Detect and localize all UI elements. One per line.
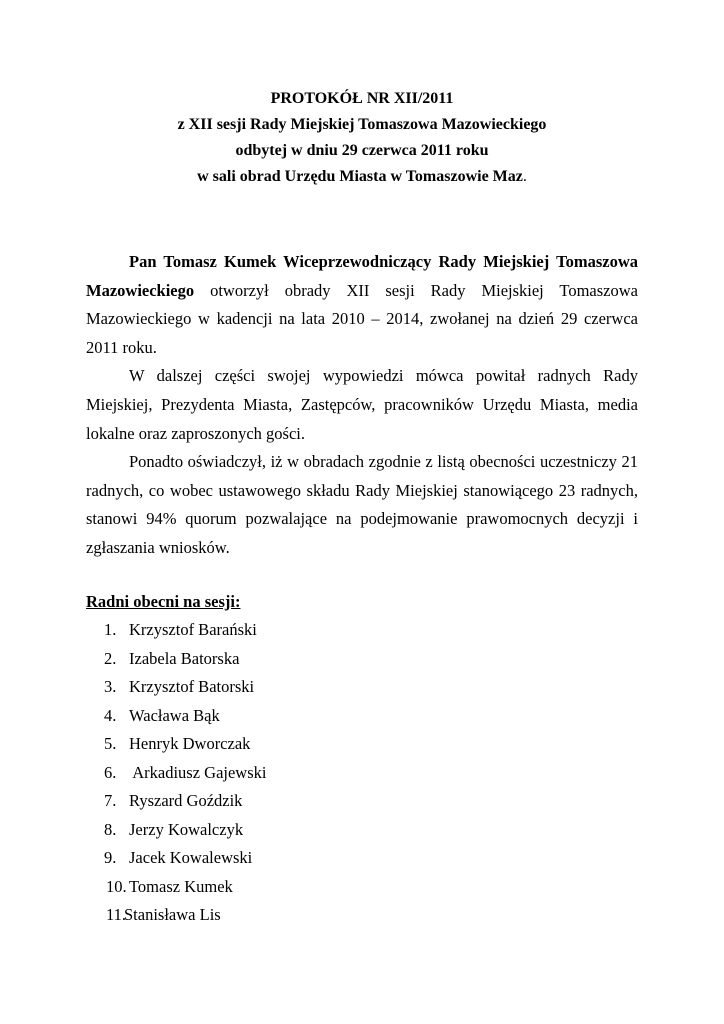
list-item <box>86 816 486 845</box>
list-item-number: 3. <box>104 677 117 696</box>
list-item-number: 2. <box>104 648 117 668</box>
opening-paragraph <box>86 248 638 362</box>
attendees-heading: Radni obecni na sesji: <box>86 592 241 611</box>
opening-paragraph-bold: Pan Tomasz Kumek Wiceprzewodniczący Rady Miejskiej Tomaszowa Mazowieckiego <box>86 252 638 300</box>
list-item-number: 9. <box>104 848 117 867</box>
list-item <box>86 901 486 930</box>
protocol-title: PROTOKÓŁ NR XII/2011 <box>270 90 454 107</box>
list-item <box>86 873 486 902</box>
list-item-number: 7. <box>104 791 117 810</box>
list-item-name: Izabela Batorska <box>129 648 240 668</box>
list-item <box>86 702 486 731</box>
list-item <box>86 673 486 702</box>
location-period: . <box>522 168 527 185</box>
list-item-number: 1. <box>104 620 117 639</box>
list-item-name: Krzysztof Barański <box>129 620 257 639</box>
date-line: odbytej w dniu 29 czerwca 2011 roku <box>235 142 489 159</box>
list-item <box>86 844 486 873</box>
list-item-name: Jerzy Kowalczyk <box>129 819 244 839</box>
protocol-header <box>86 86 638 190</box>
list-item <box>86 759 486 788</box>
list-item-name: Ryszard Goździk <box>129 791 243 810</box>
list-item-name: Henryk Dworczak <box>129 734 251 753</box>
protocol-body <box>86 248 638 563</box>
opening-paragraph-rest: otworzył obrady XII sesji Rady Miejskiej Tomaszowa Mazowieckiego w kadencji na lata 2010 – 2014, zwołanej na dzień 29 czerwca 2011 roku. <box>86 280 638 357</box>
location-line <box>86 164 638 190</box>
list-item-number: 8. <box>104 819 117 839</box>
list-item-number: 5. <box>104 734 117 753</box>
list-item-name: Jacek Kowalewski <box>129 848 253 867</box>
list-item-name: Wacława Bąk <box>129 705 220 725</box>
list-item <box>86 645 486 674</box>
attendees-list <box>86 616 486 930</box>
list-item-number: 4. <box>104 705 117 725</box>
greeting-paragraph: W dalszej części swojej wypowiedzi mówca powitał radnych Rady Miejskiej, Prezydenta Miasta, Zastępców, pracowników Urzędu Miasta, media lokalne oraz zaproszonych gości. <box>86 366 638 443</box>
list-item-number: 11. <box>106 905 127 924</box>
quorum-paragraph: Ponadto oświadczył, iż w obradach zgodnie z listą obecności uczestniczy 21 radnych, co wobec ustawowego składu Rady Miejskiej stanowiącego 23 radnych, stanowi 94% quorum pozwalające na podejmowanie prawomocnych decyzji i zgłaszania wniosków. <box>86 452 638 557</box>
list-item-number: 10. <box>106 876 127 896</box>
list-item-name: Stanisława Lis <box>124 905 221 924</box>
list-item <box>86 730 486 759</box>
list-item-name: Arkadiusz Gajewski <box>129 762 267 782</box>
list-item <box>86 616 486 645</box>
location-text: w sali obrad Urzędu Miasta w Tomaszowie Maz <box>197 168 523 185</box>
list-item-number: 6. <box>104 762 117 782</box>
list-item <box>86 787 486 816</box>
list-item-name: Tomasz Kumek <box>129 876 233 896</box>
session-line: z XII sesji Rady Miejskiej Tomaszowa Mazowieckiego <box>177 116 547 133</box>
list-item-name: Krzysztof Batorski <box>129 677 255 696</box>
